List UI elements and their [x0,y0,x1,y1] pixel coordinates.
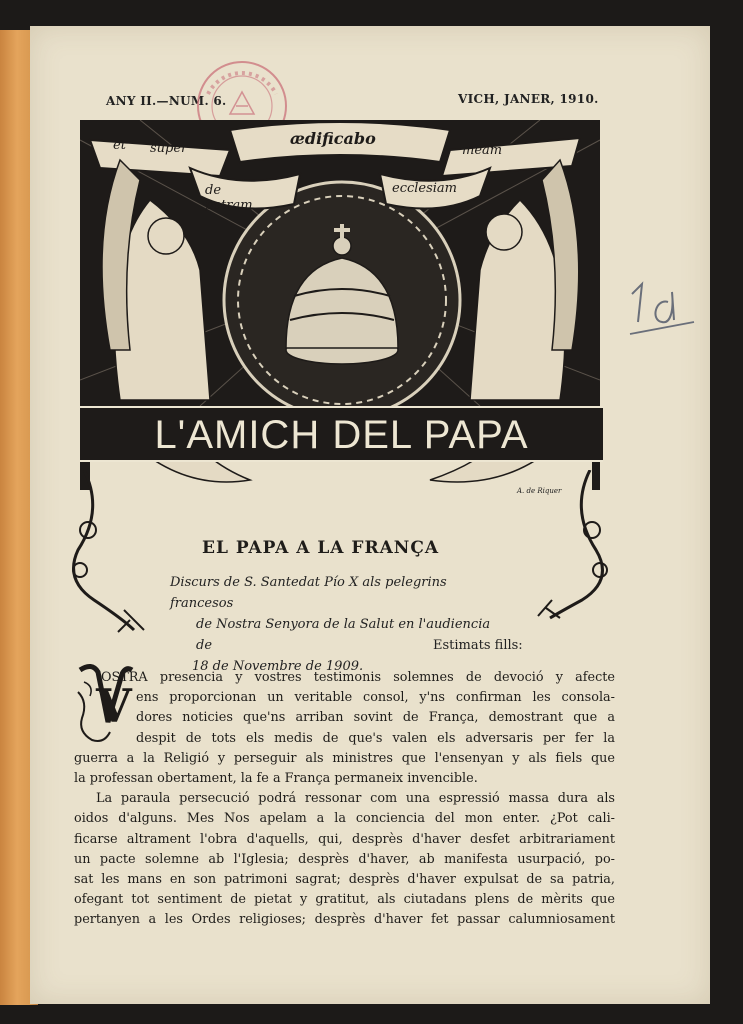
text-line: ens proporcionan un veritable consol, y'ns confirman les consola- [136,690,615,706]
text-line: un pacte solemne ab l'Iglesia; desprès d'haver, ab manifesta usurpació, po- [74,851,615,867]
text-line: despit de tots els medis de que's valen els adversaris per fer la [136,730,615,746]
place-date: VICH, JANER, 1910. [458,92,599,106]
paragraph-2 [74,789,615,930]
text-line: la professan obertament, la fe a França permaneix invencible. [74,771,478,787]
text-line: oidos d'alguns. Mes Nos apelam a la conciencia del mon enter. ¿Pot cali- [74,811,615,827]
ribbon-word: super [150,141,188,156]
text-line: ficarse altrament l'obra d'aquells, qui, desprès d'haver desfet arbitrariament [74,831,615,847]
text-line: ofegant tot sentiment de pietat y gratitut, als ciutadans plens de mèrits que [74,892,615,908]
subtitle-line: de Nostra Senyora de la Salut en l'audiencia de [196,617,491,653]
paragraph-1 [74,668,615,789]
article-subtitle [170,572,510,677]
right-vine-ornament [530,470,620,620]
salutation: Estimats fills: [433,638,523,653]
subtitle-line: Discurs de S. Santedat Pío X als pelegrins francesos [170,575,447,611]
text-line: OSTRA presencia y vostres testimonis solemnes de devoció y afecte [101,670,615,685]
artist-signature: A. de Riquer [517,487,562,495]
masthead-title: L'AMICH DEL PAPA [80,406,603,462]
subtitle-line: 18 de Novembre de 1909. [192,659,364,674]
article-body [74,668,615,931]
ribbon-word: de petram [205,183,253,213]
ribbon-word: meam [462,143,503,158]
issue-number: ANY II.—NUM. 6. [106,94,227,108]
text-line: La paraula persecució podrá ressonar com una espressió massa dura als [96,791,615,807]
ribbon-word: ecclesiam [392,181,458,196]
ribbon-word: et [113,138,126,153]
article-title: EL PAPA A LA FRANÇA [202,538,440,558]
left-vine-ornament [64,470,154,635]
dropcap-letter: V [96,679,132,733]
text-line: guerra a la Religió y perseguir als ministres que l'ensenyan y als fiels que [74,750,615,766]
text-line: dores noticies que'ns arriban sovint de França, demostrant que a [136,710,615,726]
text-line: pertanyen a les Ordes religioses; desprès d'haver fet passar calumniosament [74,912,615,928]
ribbon-word: ædificabo [290,129,376,148]
handwritten-shelfmark [628,272,698,352]
text-line: sat les mans en son patrimoni sagrat; desprès d'haver expulsat de sa patria, [74,872,615,888]
